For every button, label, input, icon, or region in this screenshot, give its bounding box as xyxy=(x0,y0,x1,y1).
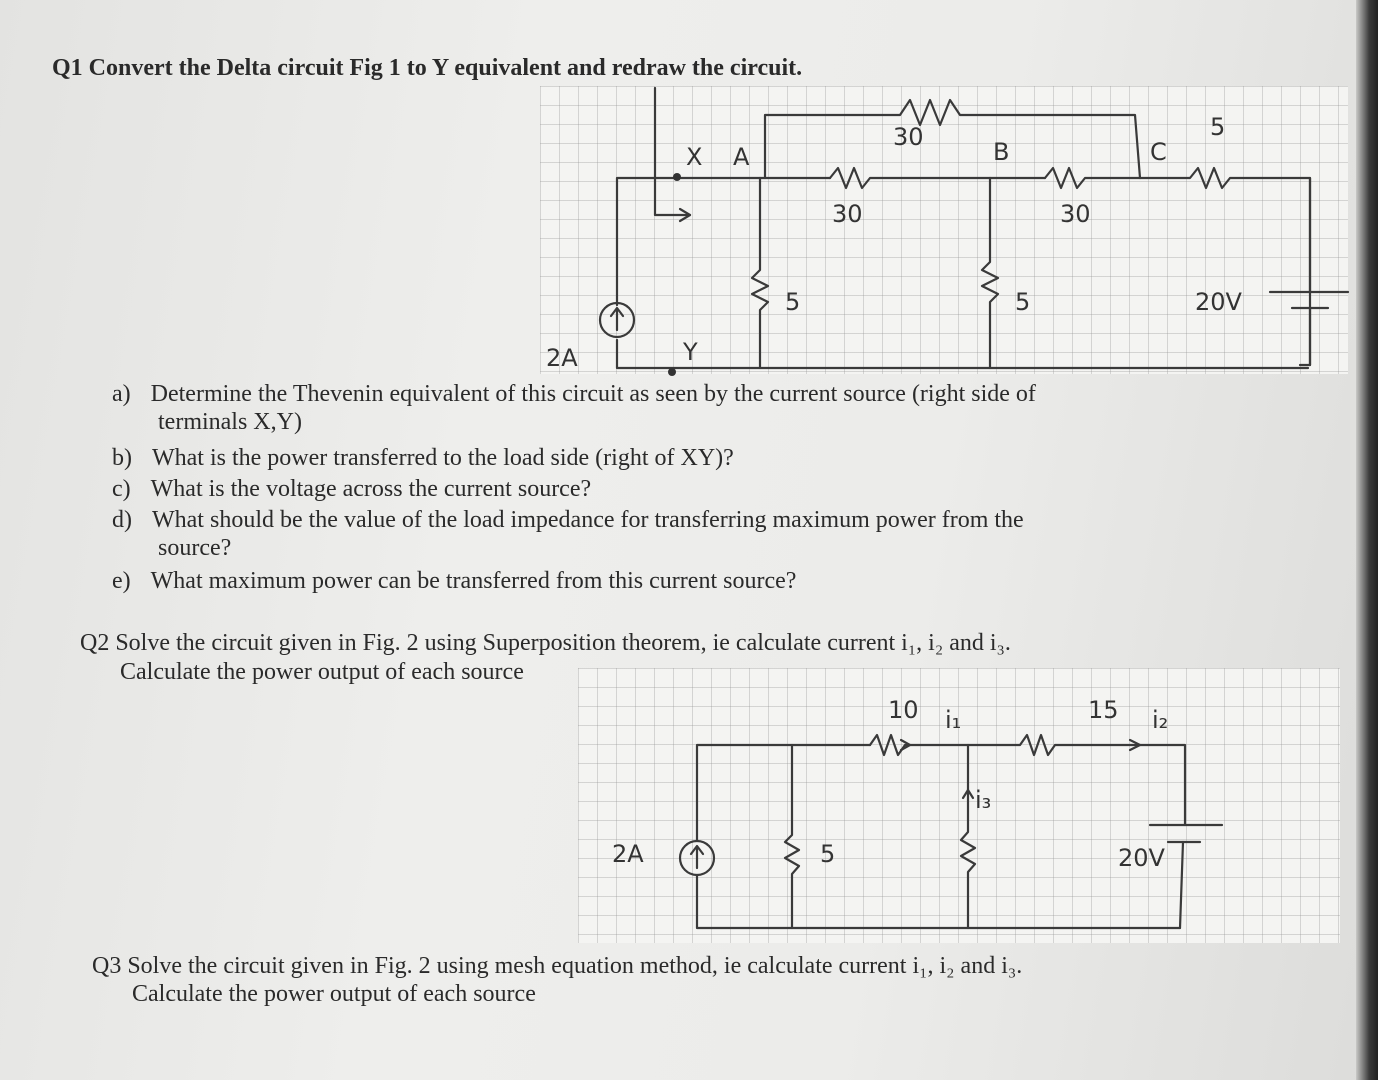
q1-part-a-letter: a) xyxy=(112,381,131,407)
fig2-wire-bottom xyxy=(697,875,1180,928)
fig1-label-r-shunt-b: 5 xyxy=(1015,288,1031,316)
fig2-label-i3: i₃ xyxy=(975,786,992,814)
q2-heading-line2: Calculate the power output of each source xyxy=(120,659,524,685)
q1-part-e-letter: e) xyxy=(112,568,131,594)
fig2-label-r-shunt: 5 xyxy=(820,840,836,868)
fig1-label-r-bc: 30 xyxy=(1060,200,1091,228)
q1-part-c-letter: c) xyxy=(112,476,131,502)
fig2-label-voltage-source: 20V xyxy=(1118,844,1165,872)
fig1-label-c: C xyxy=(1150,138,1167,166)
fig1-label-r-shunt-a: 5 xyxy=(785,288,801,316)
q3-heading-line1: Q3 Solve the circuit given in Fig. 2 using mesh equation method, ie calculate current i₁, i₂ and i₃. xyxy=(92,953,1023,979)
q1-part-d-text: What should be the value of the load impedance for transferring maximum power from the xyxy=(152,507,1024,533)
fig1-label-a: A xyxy=(733,143,750,171)
fig1-label-r-ab: 30 xyxy=(832,200,863,228)
q1-part-c-text: What is the voltage across the current source? xyxy=(150,476,592,502)
fig2-resistor-middle xyxy=(961,745,975,928)
fig1-label-x: X xyxy=(686,143,703,171)
q1-heading-text: Q1 Convert the Delta circuit Fig 1 to Y equivalent and redraw the circuit. xyxy=(52,55,803,81)
fig1-label-voltage-source: 20V xyxy=(1195,288,1242,316)
q1-part-a-text: Determine the Thevenin equivalent of this circuit as seen by the current source (right side of xyxy=(150,381,1036,407)
fig1-label-current-source: 2A xyxy=(546,344,578,372)
q1-part-d-letter: d) xyxy=(112,507,132,533)
q2-heading-line1: Q2 Solve the circuit given in Fig. 2 using Superposition theorem, ie calculate current i₁, i₂ and i₃. xyxy=(80,630,1011,656)
q1-part-d-continuation: source? xyxy=(158,535,232,561)
q1-part-b-text: What is the power transferred to the load side (right of XY)? xyxy=(152,445,734,471)
fig2-label-r-series1: 10 xyxy=(888,696,919,724)
fig1-label-r-c-right: 5 xyxy=(1210,113,1226,141)
q1-part-a-continuation: terminals X,Y) xyxy=(158,409,302,435)
q1-part-e-text: What maximum power can be transferred from this current source? xyxy=(150,568,797,594)
fig2-wire-left xyxy=(697,745,870,840)
fig1-label-r-top: 30 xyxy=(893,123,924,151)
fig2-current-source-arrow xyxy=(691,846,703,868)
fig2-resistor-shunt xyxy=(785,745,799,928)
fig2-label-i1: i₁ xyxy=(945,706,962,734)
q1-part-b-letter: b) xyxy=(112,445,132,471)
fig1-label-b: B xyxy=(993,138,1010,166)
monitor-edge xyxy=(1356,0,1378,1080)
fig2-label-i2: i₂ xyxy=(1152,706,1169,734)
fig2-label-current-source: 2A xyxy=(612,840,644,868)
q3-heading-line2: Calculate the power output of each source xyxy=(132,981,536,1007)
fig2-wire-top xyxy=(870,735,1185,825)
fig1-label-y: Y xyxy=(683,338,698,366)
fig2-label-r-series2: 15 xyxy=(1088,696,1119,724)
